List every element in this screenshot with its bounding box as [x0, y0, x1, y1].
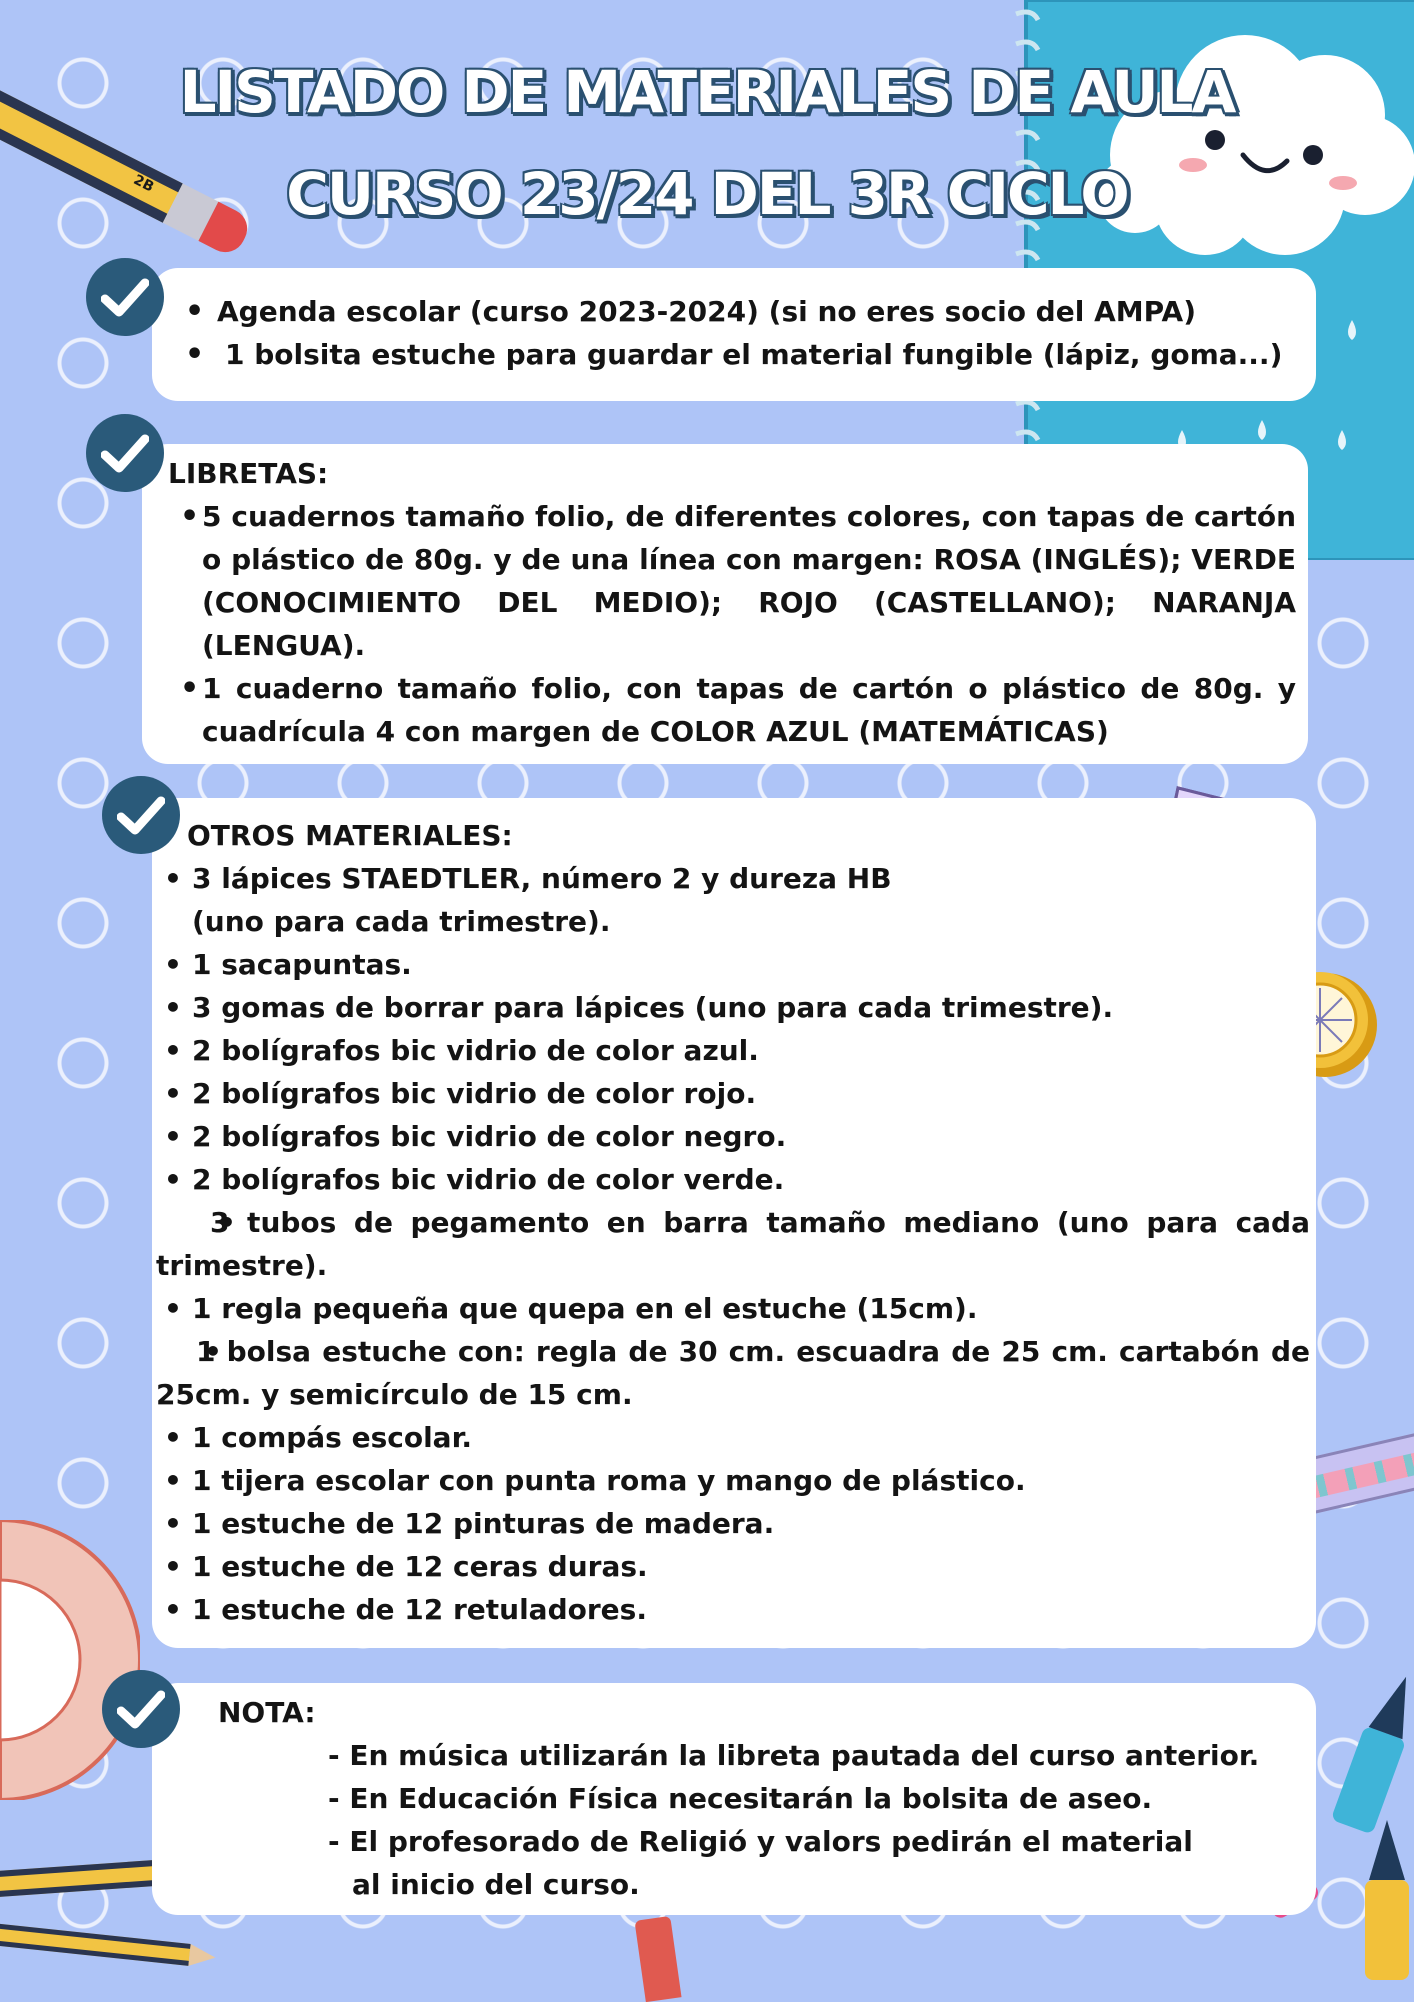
otros-materiales-heading: OTROS MATERIALES:: [187, 819, 513, 852]
check-icon: [102, 776, 180, 854]
list-item: • 1 compás escolar.: [156, 1416, 1310, 1459]
list-item: • 1 estuche de 12 pinturas de madera.: [156, 1502, 1310, 1545]
cloud-icon: [1085, 15, 1414, 275]
list-item: • 1 bolsa estuche con: regla de 30 cm. escuadra de 25 cm. cartabón de 25cm. y semicírculo de 15 cm.: [156, 1330, 1310, 1416]
marker-icon: [634, 1916, 681, 2002]
list-item: • 2 bolígrafos bic vidrio de color verde.: [156, 1158, 1310, 1201]
libretas-heading: LIBRETAS:: [168, 457, 329, 490]
list-item: • Agenda escolar (curso 2023-2024) (si no eres socio del AMPA): [177, 290, 1286, 333]
check-icon: [86, 414, 164, 492]
list-item: • 1 sacapuntas.: [156, 943, 1310, 986]
otros-materiales-card: [152, 798, 1316, 1648]
nota-line: - En música utilizarán la libreta pautada del curso anterior.: [328, 1739, 1260, 1772]
nota-card: [152, 1683, 1316, 1915]
list-item: • 2 bolígrafos bic vidrio de color azul.: [156, 1029, 1310, 1072]
nota-line: - En Educación Física necesitarán la bolsita de aseo.: [328, 1782, 1153, 1815]
title-line-1: LISTADO DE MATERIALES DE AULA: [179, 58, 1235, 126]
list-item: • 2 bolígrafos bic vidrio de color rojo.: [156, 1072, 1310, 1115]
nota-line: al inicio del curso.: [352, 1868, 640, 1901]
list-item: • 3 gomas de borrar para lápices (uno para cada trimestre).: [156, 986, 1310, 1029]
list-item: • 1 bolsita estuche para guardar el material fungible (lápiz, goma...): [177, 333, 1286, 376]
pencil-icon: [0, 1923, 221, 1969]
list-item: • 3 lápices STAEDTLER, número 2 y dureza HB (uno para cada trimestre).: [156, 857, 922, 943]
nota-line: - El profesorado de Religió y valors pedirán el material: [328, 1825, 1193, 1858]
nota-heading: NOTA:: [218, 1696, 316, 1729]
pencil-label: 2B: [130, 171, 157, 196]
list-item: • 1 estuche de 12 retuladores.: [156, 1588, 1310, 1631]
general-card: [152, 268, 1316, 401]
list-item: • 1 tijera escolar con punta roma y mango de plástico.: [156, 1459, 1310, 1502]
title-line-2: CURSO 23/24 DEL 3R CICLO: [286, 160, 1128, 228]
protractor-icon: [0, 1520, 140, 1800]
list-item: • 1 regla pequeña que quepa en el estuche (15cm).: [156, 1287, 1310, 1330]
list-item: • 1 cuaderno tamaño folio, con tapas de cartón o plástico de 80g. y cuadrícula 4 con margen de COLOR AZUL (MATEMÁTICAS): [172, 667, 1296, 753]
list-item: • 2 bolígrafos bic vidrio de color negro.: [156, 1115, 1310, 1158]
libretas-card: [142, 444, 1308, 764]
check-icon: [102, 1670, 180, 1748]
check-icon: [86, 258, 164, 336]
list-item: • 5 cuadernos tamaño folio, de diferentes colores, con tapas de cartón o plástico de 80g. y de una línea con margen: ROSA (INGLÉS); VERDE (CONOCIMIENTO DEL MEDIO); ROJO (CASTELLANO); NARANJA (LENGUA).: [172, 495, 1296, 667]
list-item: • 3 tubos de pegamento en barra tamaño mediano (uno para cada trimestre).: [156, 1201, 1310, 1287]
list-item: • 1 estuche de 12 ceras duras.: [156, 1545, 1310, 1588]
